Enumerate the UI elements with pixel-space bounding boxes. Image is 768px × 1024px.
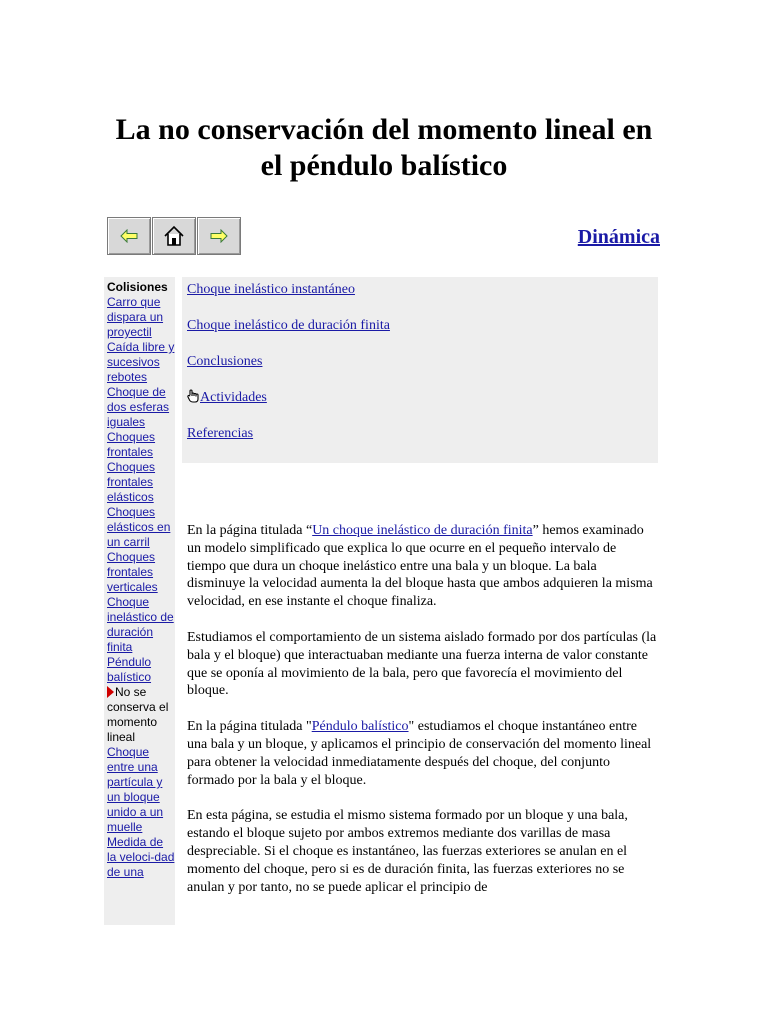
sidebar-current-item (107, 685, 175, 745)
sidebar-item[interactable]: Caída libre y sucesivos rebotes (107, 340, 175, 384)
left-arrow-icon (120, 229, 138, 243)
home-button[interactable] (152, 217, 196, 255)
toc-item (187, 281, 658, 317)
sidebar-item[interactable]: Choques frontales (107, 430, 156, 459)
toc-item (187, 317, 658, 353)
paragraph-text: ” hemos examinado un modelo simplificado que explica lo que ocurre en el pequeño intervalo de tiempo que dura un choque inelástico entre una bala y un bloque. La bala disminuye la velocidad aumenta la del bloque hasta que ambos adquieren la misma velocidad, en ese instante el choque finaliza. (187, 523, 653, 610)
page-title-line1: La no conservación del momento lineal en (115, 113, 653, 146)
toc-link-duracion-finita[interactable]: Choque inelástico de duración finita (187, 318, 390, 333)
section-link-dinamica[interactable]: Dinámica (577, 226, 660, 248)
sidebar-item[interactable]: Medida de la veloci-dad de una (107, 835, 175, 879)
sidebar-item[interactable]: Choques frontales elásticos (107, 460, 156, 504)
toc-link-referencias[interactable]: Referencias (187, 426, 254, 441)
hand-pointer-icon (187, 389, 200, 409)
sidebar-item[interactable]: Choque inelástico de duración finita (107, 595, 174, 654)
toc-link-conclusiones[interactable]: Conclusiones (187, 354, 263, 369)
sidebar-item[interactable]: Choque de dos esferas iguales (107, 385, 170, 429)
right-arrow-icon (210, 229, 228, 243)
page-title (60, 112, 708, 184)
sidebar-item[interactable]: Carro que dispara un proyectil (107, 295, 164, 339)
sidebar-item[interactable]: Choque entre una partícula y un bloque unido a un muelle (107, 745, 164, 834)
toc-item (187, 425, 658, 461)
sidebar-item[interactable]: Péndulo balístico (107, 655, 152, 684)
paragraph (187, 718, 657, 789)
navigation-bar (107, 217, 242, 255)
toc-item (187, 389, 658, 425)
sidebar-item[interactable]: Choques frontales verticales (107, 550, 158, 594)
toc-link-instantaneo[interactable]: Choque inelástico instantáneo (187, 282, 355, 297)
current-page-marker-icon (107, 686, 114, 698)
table-of-contents (182, 277, 658, 463)
forward-button[interactable] (197, 217, 241, 255)
toc-link-actividades[interactable]: Actividades (200, 390, 267, 405)
sidebar (104, 277, 175, 925)
article-body (187, 522, 657, 914)
paragraph-text: En la página titulada “ (187, 523, 313, 538)
link-pendulo-balistico[interactable]: Péndulo balístico (311, 719, 409, 735)
link-choque-inelastico[interactable]: Un choque inelástico de duración finita (312, 523, 533, 538)
paragraph: En esta página, se estudia el mismo sistema formado por un bloque y una bala, estando el bloque sujeto por ambos extremos mediante dos varillas de masa despreciable. Si el choque es instantáneo, las fuerzas exteriores se anulan en el momento del choque, pero si es de duración finita, las fuerzas exteriores no se anulan y por tanto, no se puede aplicar el principio de (187, 808, 628, 895)
home-icon (163, 225, 185, 247)
sidebar-title: Colisiones (107, 280, 168, 294)
paragraph-text: " estudiamos el choque instantáneo entre una bala y un bloque, y aplicamos el principio de conservación del momento lineal para obtener la velocidad inmediatamente después del choque, del conjunto formado por la bala y el bloque. (187, 719, 652, 788)
paragraph (187, 522, 657, 611)
sidebar-current-label: No se conserva el momento lineal (107, 685, 169, 744)
sidebar-item[interactable]: Choques elásticos en un carril (107, 505, 171, 549)
paragraph-text: En la página titulada " (187, 719, 312, 735)
page-title-line2: el péndulo balístico (260, 149, 508, 182)
toc-item (187, 353, 658, 389)
back-button[interactable] (107, 217, 151, 255)
paragraph: Estudiamos el comportamiento de un sistema aislado formado por dos partículas (la bala y el bloque) que interactuaban mediante una fuerza interna de valor constante que se oponía al movimiento de la bala, pero que favorecía el movimiento del bloque. (187, 629, 657, 699)
